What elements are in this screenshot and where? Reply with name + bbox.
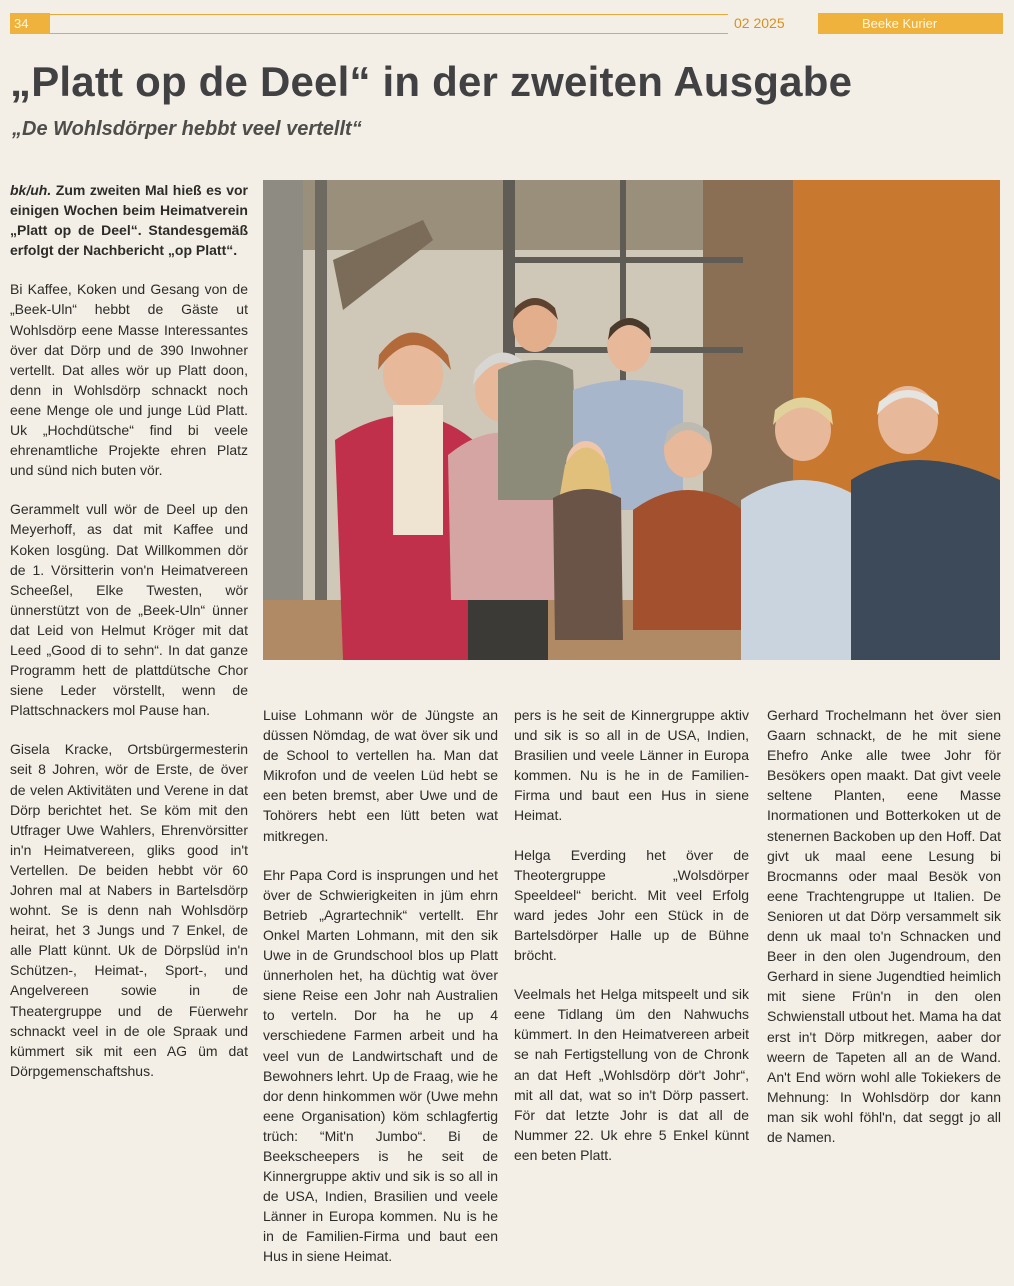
page-header	[10, 13, 1003, 34]
article-headline: „Platt op de Deel“ in der zweiten Ausgabe	[10, 58, 853, 105]
intro-paragraph	[10, 180, 248, 260]
header-rule	[50, 14, 728, 34]
paragraph: Bi Kaffee, Koken und Gesang von de „Beek-Uln“ hebbt de Gäste ut Wohlsdörp eene Masse Interessantes över dat Dörp und de 390 Inwohner vertellt. Dat alles wör up Platt doon, denn in Wohlsdörp schnackt noch eene Menge ole und junge Lüd Platt. Uk „Hochdütsche“ find bi veele ehrenamtliche Projekte ehren Platz und sünd nich buten vör.	[10, 281, 248, 479]
issue-date: 02 2025	[734, 15, 785, 31]
paragraph: Veelmals het Helga mitspeelt und sik eene Tidlang üm den Nahwuchs kümmert. In den Heimatvereen arbeit se nah Fertigstellung von de Chronk an dat Heft „Wohlsdörp dör't Johr“, mit all dat, wat so in't Dörp passert. För dat letzte Johr is dat all de Nummer 22. Uk ehre 5 Enkel künnt een beten Platt.	[514, 986, 749, 1163]
group-photo-illustration	[263, 180, 1000, 660]
article-subheadline: „De Wohlsdörper hebbt veel vertellt“	[12, 118, 362, 140]
magazine-name: Beeke Kurier	[818, 13, 1003, 34]
page-number: 34	[10, 13, 50, 34]
intro-text: Zum zweiten Mal hieß es vor einigen Wochen beim Heimatverein „Platt op de Deel“. Standesgemäß erfolgt der Nachbericht „op Platt“.	[10, 182, 248, 259]
intro-author: bk/uh.	[10, 182, 52, 198]
text-column-4	[767, 705, 1001, 1166]
paragraph: Gerhard Trochelmann het över sien Gaarn schnackt, de he mit siene Ehefro Anke alle twee Johr för Besökers open maakt. Dat givt veele seltene Planten, eene Masse Inormationen und Botterkoken ut de stenernen Backoben up den Hoff. Dat givt uk maal eene Lesung bi Brocmanns oder maal Besök von eene Trachtengruppe ut Italien. De Senioren ut dat Dörp versammelt sik denn uk maal to'n Schnacken und Beer in den olen Jugendroum, den Gerhard in siene Jugendtied heimlich mit siene Frün'n in den olen Schwienstall utbout het. Mama ha dat erst in't Dörp mitkregen, aaber dor weern de Tapeten all an de Wand. An't End wörn wohl alle Tokiekers de Mehnung: In Wohlsdörp dor kann man sik wohl föhl'n, dat seggt jo all de Namen.	[767, 707, 1002, 1145]
paragraph: pers is he seit de Kinnergruppe aktiv und sik is so all in de USA, Indien, Brasilien und veele Länner in Europa kommen. Nu is he in de Familien-Firma und baut een Hus in siene Heimat.	[514, 707, 749, 824]
group-photo	[263, 180, 1000, 660]
paragraph: Luise Lohmann wör de Jüngste an düssen Nömdag, de wat över sik und de School to vertellen ha. Man dat Mikrofon und de veelen Lüd hebt se een beten bremst, aber Uwe und de Tohörers hebt een lütt beten wat mitkregen.	[263, 707, 498, 844]
paragraph: Ehr Papa Cord is insprungen und het över de Schwierigkeiten in jüm ehrn Betrieb „Agrartechnik“ vertellt. Ehr Onkel Marten Lohmann, mit den sik Uwe in de Grundschool blos up Platt ünnerholen het, ha düchtig wat över siene Reise een Johr nah Australien to verteln. Dor ha he up 4 verschiedene Farmen arbeit und ha veel vun de Landwirtschaft und de Bewohners lehrt. Up de Fraag, wie he dor denn hinkommen wör (Uwe mehn eene Organisation) köm schlagfertig trüch: “Mit'n Jumbo“. Bi de Beekscheepers is he seit de Kinnergruppe aktiv und sik is so all in de USA, Indien, Brasilien und veele Länner in Europa kommen. Nu is he in de Familien-Firma und baut een Hus in siene Heimat.	[263, 866, 499, 1265]
text-column-2	[263, 705, 498, 1286]
text-column-1	[10, 180, 248, 1100]
paragraph: Helga Everding het över de Theotergruppe „Wolsdörper Speeldeel“ bericht. Mit veel Erfolg ward jedes Johr een Stück in de Bartelsdörper Halle up de Bühne bröcht.	[514, 846, 749, 964]
paragraph: Gisela Kracke, Ortsbürgermesterin seit 8 Johren, wör de Erste, de över de velen Aktivitäten und Verene in dat Dörp berichtet het. Se köm mit den Utfrager Uwe Wahlers, Ehrenvörsitter in'n Heimatvereen, gliks good in't Vertellen. De beiden hebbt vör 60 Johren mal at Nabers in Bartelsdörp wohnt. Se is denn nah Wohlsdörp heirat, het 3 Jungs und 7 Enkel, de alle Platt künnt. Uk de Dörpslüd in'n Schützen-, Heimat-, Sport-, und Angelvereen sowie in de Theatergruppe und de Füerwehr schnackt veel in de ole Spraak und kümmert sik mit een AG üm dat Dörpgemenschaftshus.	[10, 741, 248, 1079]
paragraph: Gerammelt vull wör de Deel up den Meyerhoff, as dat mit Kaffee und Koken losgüng. Dat Willkommen dör de 1. Vörsitterin von'n Heimatvereen Scheeßel, Elke Twesten, wör ünnerstützt von de „Beek-Uln“ ünner dat Leid von Helmut Kröger mit dat Leed „Good di to sehn“. In dat ganze Programm hett de plattdütsche Chor siene Leder vörstellt, wenn de Plattschnackers mol Pause han.	[10, 501, 248, 719]
text-column-3	[514, 705, 749, 1184]
